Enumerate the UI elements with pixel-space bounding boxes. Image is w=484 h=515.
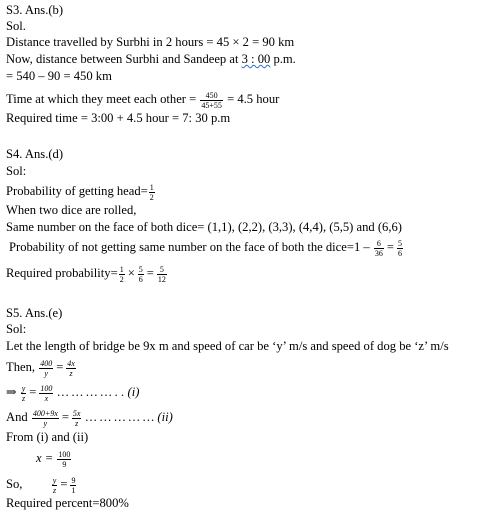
s5-line1: Let the length of bridge be 9x m and speed of car be ‘y’ m/s and speed of dog be ‘z’ m/s	[6, 339, 449, 353]
s5-line3	[6, 380, 139, 404]
s5-line4-eqlabel: … … … … … (ii)	[85, 410, 173, 424]
s4-frac-4	[138, 265, 144, 284]
s5-heading: S5. Ans.(e)	[6, 306, 63, 320]
s3-line2	[6, 52, 296, 67]
s5-frac-e-num: 400+9x	[32, 408, 58, 418]
s5-line7-equals: =	[60, 477, 68, 491]
s4-frac-5	[157, 265, 167, 284]
s5-frac-h-den: 1	[71, 485, 76, 495]
s5-frac-x	[57, 450, 71, 469]
s5-frac-c	[21, 384, 27, 403]
s5-frac-c-num: y	[21, 383, 26, 393]
s4-head-num: 1	[149, 182, 154, 192]
s4-frac-3	[119, 265, 125, 284]
s3-line3: = 540 – 90 = 450 km	[6, 69, 112, 83]
s5-frac-g-num: y	[52, 475, 57, 485]
s4-frac-2-num: 5	[397, 238, 402, 248]
s4-frac-5-den: 12	[157, 274, 166, 284]
s5-frac-c-den: z	[21, 393, 26, 403]
s5-frac-b	[66, 359, 76, 378]
s4-frac-3-den: 2	[119, 274, 124, 284]
s5-line5: From (i) and (ii)	[6, 430, 89, 444]
s4-frac-5-num: 5	[157, 265, 167, 275]
s4-line4-equals: =	[386, 240, 394, 254]
s4-frac-4-den: 6	[138, 274, 143, 284]
s5-frac-b-num: 4x	[67, 358, 75, 368]
s4-frac-4-num: 5	[138, 264, 143, 274]
s5-line3-arrow: ⇒	[6, 385, 17, 399]
s3-meet-num: 450	[200, 91, 223, 101]
s5-frac-g	[52, 476, 58, 495]
s5-frac-h	[70, 476, 76, 495]
s3-line2-suffix: p.m.	[270, 52, 296, 66]
s3-sol: Sol.	[6, 19, 26, 33]
s4-frac-2	[397, 239, 403, 258]
s4-line4-text: Probability of not getting same number on the face of both the dice=1 –	[9, 240, 370, 254]
s3-line5: Required time = 3:00 + 4.5 hour = 7: 30 p.m	[6, 111, 231, 125]
s3-meet-den: 45+55	[201, 100, 222, 110]
s5-frac-x-den: 9	[62, 459, 67, 469]
s5-frac-d-num: 100	[40, 383, 53, 393]
s3-line4-text: Time at which they meet each other =	[6, 92, 197, 106]
s5-frac-h-num: 9	[71, 475, 76, 485]
s4-head-den: 2	[149, 192, 154, 202]
s4-line2: When two dice are rolled,	[6, 203, 137, 217]
s4-frac-1	[374, 239, 384, 258]
s4-line5-times: ×	[127, 266, 135, 280]
s5-frac-a-den: y	[44, 368, 48, 378]
s5-frac-a	[39, 359, 53, 378]
s5-line4-text: And	[6, 410, 28, 424]
s5-frac-x-num: 100	[58, 449, 71, 459]
s5-frac-e-den: y	[43, 418, 48, 428]
s5-sol: Sol:	[6, 322, 27, 336]
s5-line8: Required percent=800%	[6, 496, 129, 510]
s3-line2-time: 3 : 00	[241, 52, 271, 66]
s4-sol: Sol:	[6, 164, 27, 178]
s4-frac-2-den: 6	[397, 248, 402, 258]
s5-line4	[6, 405, 173, 429]
s4-line4	[9, 236, 404, 258]
s5-line4-equals: =	[61, 410, 69, 424]
s4-line5	[6, 262, 168, 284]
s5-line6-text: x =	[36, 451, 54, 465]
s5-frac-b-den: z	[69, 368, 73, 378]
s4-line3: Same number on the face of both dice= (1,1), (2,2), (3,3), (4,4), (5,5) and (6,6)	[6, 220, 402, 234]
s4-frac-1-num: 6	[374, 239, 384, 249]
s5-line7-text: So,	[6, 477, 23, 491]
s4-head-fraction	[149, 183, 155, 202]
s4-line5-text: Required probability=	[6, 266, 118, 280]
s5-frac-d-den: x	[44, 393, 49, 403]
s5-frac-f-num: 5x	[72, 408, 81, 418]
s5-line2-text: Then,	[6, 360, 36, 374]
s5-frac-d	[39, 384, 53, 403]
s5-line2-equals: =	[56, 360, 64, 374]
s5-frac-e	[32, 409, 59, 428]
s5-line3-eqlabel: … … … … . . (i)	[57, 385, 140, 399]
s4-frac-3-num: 1	[119, 264, 124, 274]
s4-line1	[6, 181, 156, 201]
s4-frac-1-den: 36	[374, 248, 383, 258]
s5-frac-f-den: z	[75, 418, 79, 428]
s4-heading: S4. Ans.(d)	[6, 147, 64, 161]
s5-frac-f	[72, 409, 82, 428]
s3-line2-text: Now, distance between Surbhi and Sandeep at	[6, 52, 242, 66]
s4-line1-text: Probability of getting head=	[6, 184, 148, 198]
s5-line6	[36, 446, 72, 470]
s3-heading: S3. Ans.(b)	[6, 3, 64, 17]
s3-line4-result: = 4.5 hour	[227, 92, 280, 106]
s5-frac-g-den: z	[52, 485, 57, 495]
s4-line5-equals: =	[146, 266, 154, 280]
s5-frac-a-num: 400	[40, 358, 53, 368]
s5-line3-equals: =	[29, 385, 37, 399]
s5-line2	[6, 355, 77, 379]
s3-line4	[6, 88, 279, 110]
s5-line7	[6, 472, 77, 496]
s3-meet-fraction	[200, 91, 223, 110]
s3-line1: Distance travelled by Surbhi in 2 hours = 45 × 2 = 90 km	[6, 35, 295, 49]
